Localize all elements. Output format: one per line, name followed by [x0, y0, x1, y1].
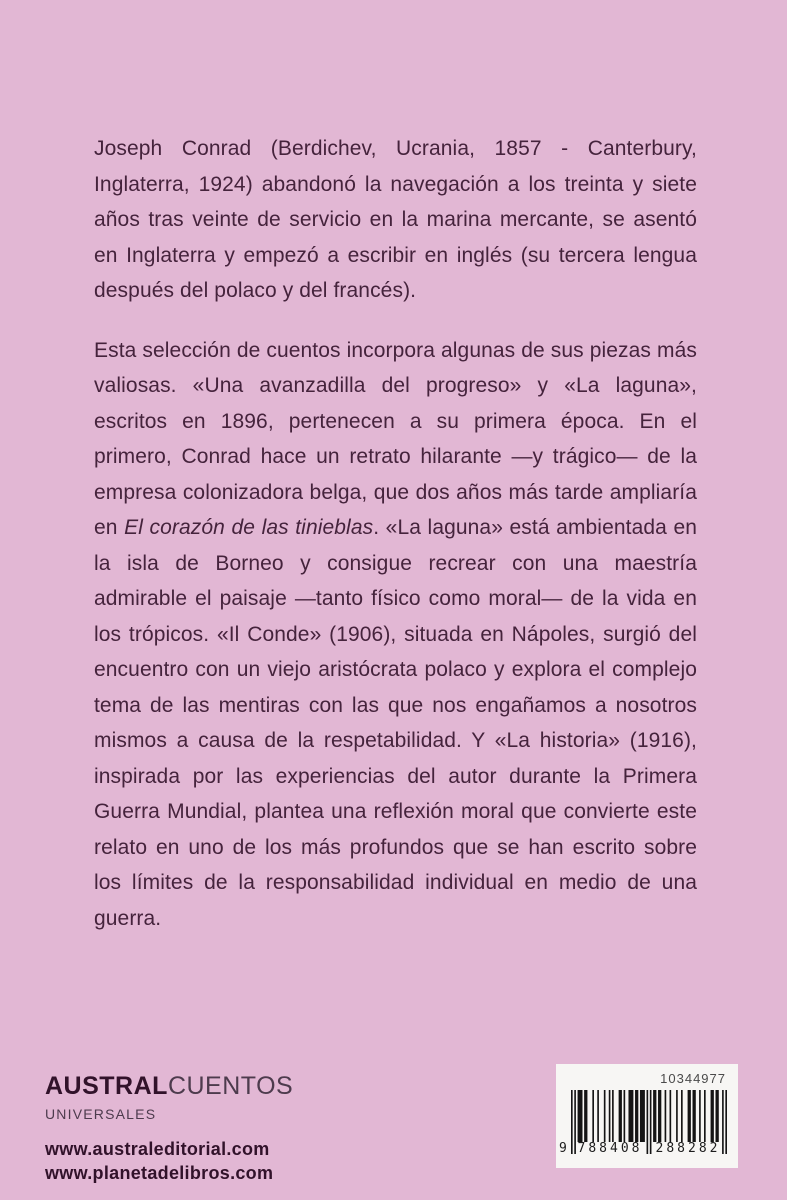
isbn-lead-digit: 9 — [559, 1141, 567, 1156]
synopsis-paragraph — [94, 333, 697, 937]
brand-universales: UNIVERSALES — [45, 1106, 157, 1122]
isbn-group-1: 788408 — [577, 1141, 643, 1156]
url-planeta-de-libros: www.planetadelibros.com — [45, 1163, 274, 1183]
synopsis-part2: . «La laguna» está ambientada en la isla de Borneo y consigue recrear con una maestría admirable el paisaje —tanto físico como moral— de la vida en los trópicos. «Il Conde» (1906), situada en Nápoles, surgió del encuentro con un viejo aristócrata polaco y explora el complejo tema de las mentiras con las que nos engañamos a nosotros mismos a causa de la respetabilidad. Y «La historia» (1916), inspirada por las experiencias del autor durante la Primera Guerra Mundial, plantea una reflexión moral que convierte este relato en uno de los más profundos que se han escrito sobre los límites de la responsabilidad individual en medio de una guerra. — [94, 516, 698, 930]
brand-cuentos: CUENTOS — [167, 1072, 294, 1100]
barcode — [556, 1064, 738, 1168]
publisher-urls — [45, 1137, 293, 1185]
isbn-group-2: 288282 — [655, 1141, 721, 1156]
author-bio-paragraph: Joseph Conrad (Berdichev, Ucrania, 1857 - Canterbury, Inglaterra, 1924) abandonó la navegación a los treinta y siete años tras veinte de servicio en la marina mercante, se asentó en Inglaterra y empezó a escribir en inglés (su tercera lengua después del polaco y del francés). — [94, 137, 697, 302]
barcode-top-number: 10344977 — [660, 1071, 726, 1086]
brand-logo — [45, 1074, 293, 1102]
url-austral-editorial: www.australeditorial.com — [45, 1139, 270, 1159]
publisher-logo-block — [45, 1074, 293, 1185]
book-title-italic: El corazón de las tinieblas — [124, 516, 374, 539]
synopsis-part1: Esta selección de cuentos incorpora algunas de sus piezas más valiosas. «Una avanzadilla del progreso» y «La laguna», escritos en 1896, pertenecen a su primera época. En el primero, Conrad hace un retrato hilarante —y trágico— de la empresa colonizadora belga, que dos años más tarde ampliaría en — [94, 338, 697, 539]
barcode-bars-area — [559, 1090, 727, 1156]
brand-austral: AUSTRAL — [45, 1072, 168, 1100]
back-cover-text — [94, 131, 697, 936]
